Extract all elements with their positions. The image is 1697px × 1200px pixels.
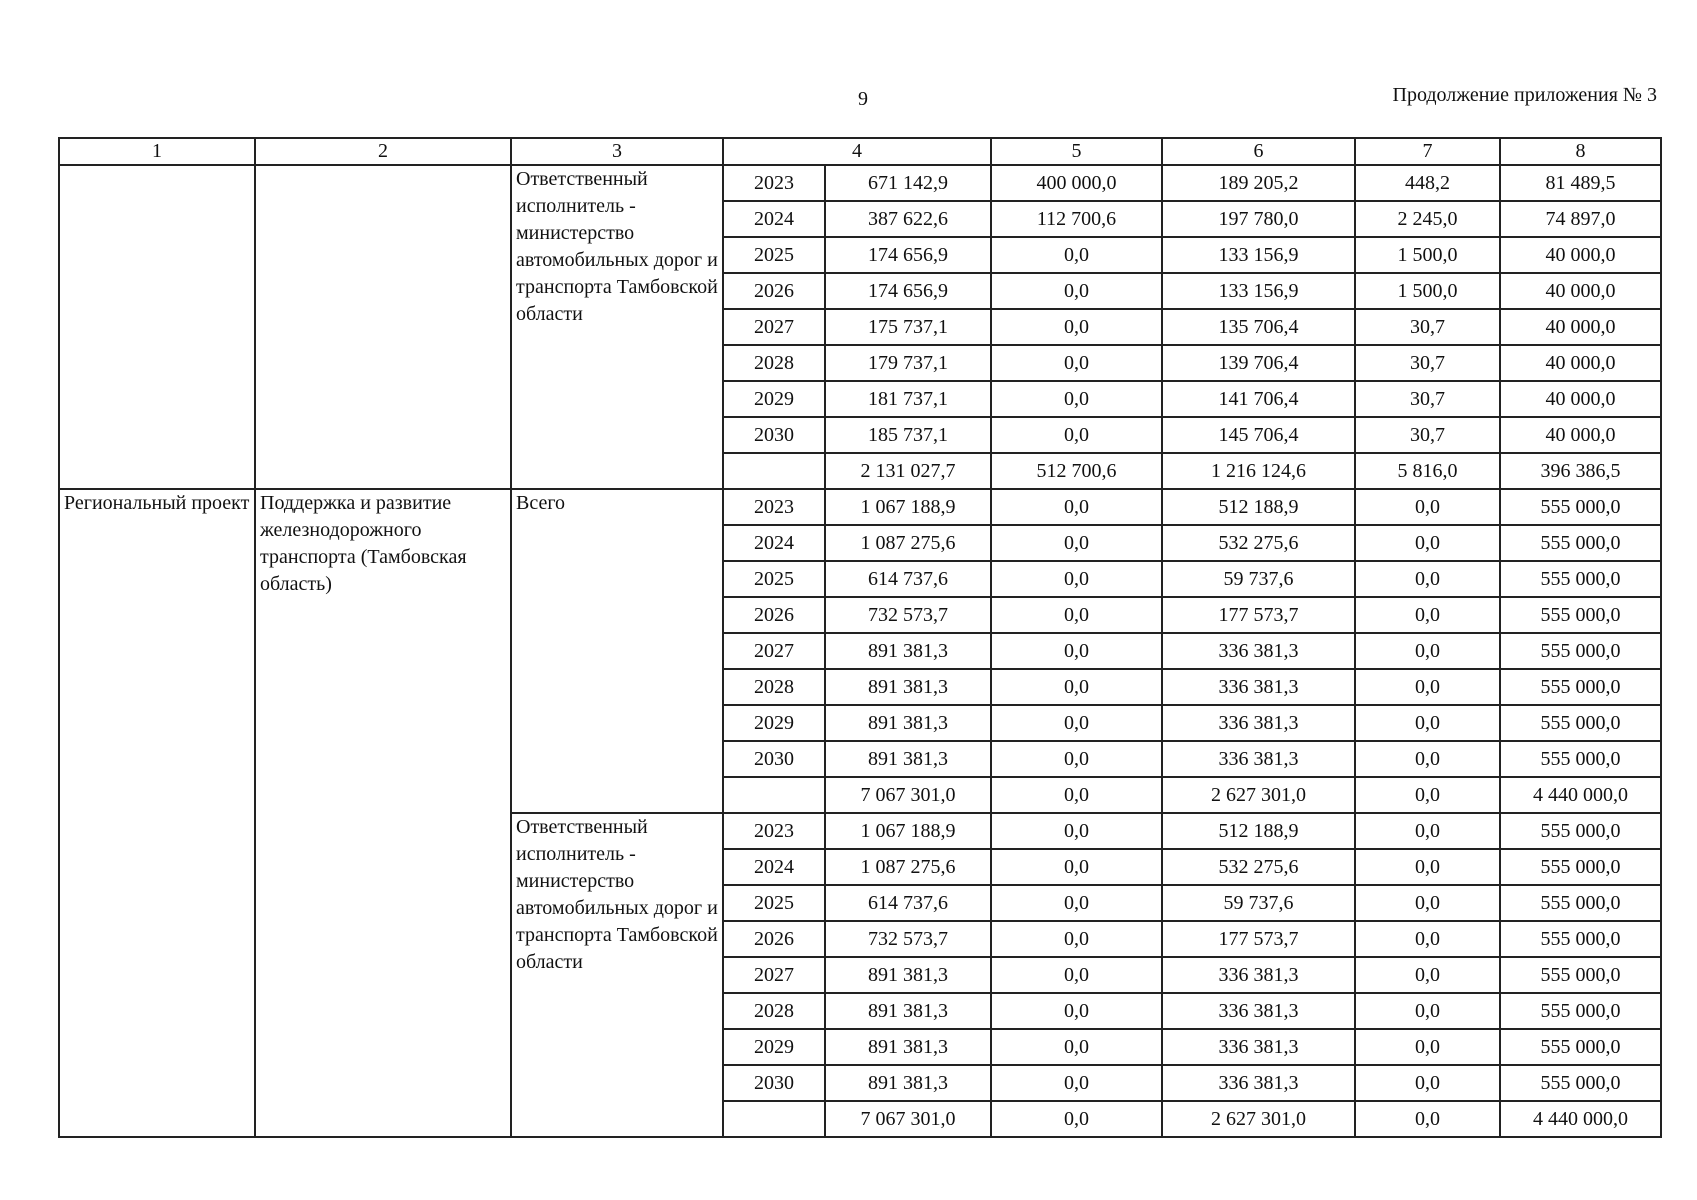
amount-cell: 40 000,0 — [1500, 417, 1661, 453]
amount-cell: 197 780,0 — [1162, 201, 1355, 237]
amount-cell: 145 706,4 — [1162, 417, 1355, 453]
amount-cell: 1 500,0 — [1355, 273, 1500, 309]
year-cell: 2030 — [723, 417, 825, 453]
amount-cell: 732 573,7 — [825, 921, 991, 957]
amount-cell: 0,0 — [991, 1101, 1162, 1137]
amount-cell: 0,0 — [1355, 957, 1500, 993]
amount-cell: 30,7 — [1355, 345, 1500, 381]
amount-cell: 555 000,0 — [1500, 633, 1661, 669]
amount-cell: 74 897,0 — [1500, 201, 1661, 237]
amount-cell: 174 656,9 — [825, 273, 991, 309]
amount-cell: 0,0 — [991, 813, 1162, 849]
year-cell: 2026 — [723, 597, 825, 633]
header-col-3: 3 — [511, 138, 723, 165]
amount-cell: 112 700,6 — [991, 201, 1162, 237]
amount-cell: 0,0 — [1355, 777, 1500, 813]
amount-cell: 0,0 — [1355, 525, 1500, 561]
amount-cell: 0,0 — [991, 525, 1162, 561]
year-cell: 2029 — [723, 381, 825, 417]
amount-cell: 0,0 — [991, 669, 1162, 705]
amount-cell: 0,0 — [991, 417, 1162, 453]
amount-cell: 387 622,6 — [825, 201, 991, 237]
amount-cell: 2 131 027,7 — [825, 453, 991, 489]
amount-cell: 0,0 — [991, 345, 1162, 381]
amount-cell: 0,0 — [991, 993, 1162, 1029]
executor-cell: Всего — [511, 489, 723, 813]
amount-cell: 175 737,1 — [825, 309, 991, 345]
amount-cell: 0,0 — [1355, 1065, 1500, 1101]
amount-cell: 512 700,6 — [991, 453, 1162, 489]
amount-cell: 0,0 — [1355, 885, 1500, 921]
amount-cell: 555 000,0 — [1500, 849, 1661, 885]
amount-cell: 336 381,3 — [1162, 741, 1355, 777]
amount-cell: 555 000,0 — [1500, 489, 1661, 525]
year-cell: 2029 — [723, 1029, 825, 1065]
amount-cell: 1 087 275,6 — [825, 525, 991, 561]
year-cell — [723, 1101, 825, 1137]
amount-cell: 400 000,0 — [991, 165, 1162, 201]
amount-cell: 336 381,3 — [1162, 993, 1355, 1029]
year-cell: 2025 — [723, 237, 825, 273]
year-cell: 2028 — [723, 345, 825, 381]
amount-cell: 40 000,0 — [1500, 381, 1661, 417]
amount-cell: 0,0 — [1355, 921, 1500, 957]
amount-cell: 174 656,9 — [825, 237, 991, 273]
amount-cell: 0,0 — [991, 705, 1162, 741]
amount-cell: 396 386,5 — [1500, 453, 1661, 489]
amount-cell: 891 381,3 — [825, 705, 991, 741]
year-cell: 2028 — [723, 993, 825, 1029]
amount-cell: 0,0 — [991, 489, 1162, 525]
name-cell: Поддержка и развитие железнодорожного транспорта (Тамбовская область) — [255, 489, 511, 1137]
amount-cell: 40 000,0 — [1500, 345, 1661, 381]
amount-cell: 1 500,0 — [1355, 237, 1500, 273]
year-cell — [723, 453, 825, 489]
amount-cell: 177 573,7 — [1162, 597, 1355, 633]
amount-cell: 0,0 — [991, 309, 1162, 345]
amount-cell: 0,0 — [1355, 813, 1500, 849]
amount-cell: 0,0 — [1355, 633, 1500, 669]
amount-cell: 0,0 — [1355, 705, 1500, 741]
amount-cell: 0,0 — [991, 921, 1162, 957]
amount-cell: 0,0 — [1355, 561, 1500, 597]
amount-cell: 891 381,3 — [825, 1029, 991, 1065]
amount-cell: 614 737,6 — [825, 561, 991, 597]
header-col-8: 8 — [1500, 138, 1661, 165]
page-number: 9 — [858, 88, 868, 110]
year-cell: 2030 — [723, 1065, 825, 1101]
year-cell: 2027 — [723, 957, 825, 993]
amount-cell: 59 737,6 — [1162, 885, 1355, 921]
amount-cell: 512 188,9 — [1162, 489, 1355, 525]
amount-cell: 1 067 188,9 — [825, 489, 991, 525]
executor-cell: Ответственный исполнитель - министерство автомобильных дорог и транспорта Тамбовской области — [511, 813, 723, 1137]
amount-cell: 0,0 — [1355, 669, 1500, 705]
amount-cell: 5 816,0 — [1355, 453, 1500, 489]
amount-cell: 1 087 275,6 — [825, 849, 991, 885]
amount-cell: 0,0 — [991, 597, 1162, 633]
table-row — [59, 489, 1661, 525]
amount-cell: 30,7 — [1355, 417, 1500, 453]
amount-cell: 133 156,9 — [1162, 273, 1355, 309]
amount-cell: 4 440 000,0 — [1500, 1101, 1661, 1137]
amount-cell: 0,0 — [991, 561, 1162, 597]
amount-cell: 0,0 — [1355, 993, 1500, 1029]
amount-cell: 0,0 — [991, 777, 1162, 813]
amount-cell: 2 627 301,0 — [1162, 1101, 1355, 1137]
year-cell: 2025 — [723, 885, 825, 921]
amount-cell: 891 381,3 — [825, 993, 991, 1029]
amount-cell: 181 737,1 — [825, 381, 991, 417]
year-cell: 2026 — [723, 921, 825, 957]
amount-cell: 40 000,0 — [1500, 273, 1661, 309]
header-row — [59, 138, 1661, 165]
header-col-2: 2 — [255, 138, 511, 165]
page-caption: Продолжение приложения № 3 — [1392, 84, 1657, 106]
amount-cell: 7 067 301,0 — [825, 1101, 991, 1137]
amount-cell: 555 000,0 — [1500, 597, 1661, 633]
amount-cell: 0,0 — [991, 849, 1162, 885]
amount-cell: 555 000,0 — [1500, 705, 1661, 741]
amount-cell: 891 381,3 — [825, 633, 991, 669]
amount-cell: 336 381,3 — [1162, 705, 1355, 741]
amount-cell: 2 245,0 — [1355, 201, 1500, 237]
amount-cell: 141 706,4 — [1162, 381, 1355, 417]
amount-cell: 179 737,1 — [825, 345, 991, 381]
amount-cell: 512 188,9 — [1162, 813, 1355, 849]
amount-cell: 7 067 301,0 — [825, 777, 991, 813]
amount-cell: 0,0 — [1355, 489, 1500, 525]
category-cell — [59, 165, 255, 489]
amount-cell: 0,0 — [1355, 849, 1500, 885]
amount-cell: 133 156,9 — [1162, 237, 1355, 273]
amount-cell: 555 000,0 — [1500, 1029, 1661, 1065]
amount-cell: 891 381,3 — [825, 1065, 991, 1101]
name-cell — [255, 165, 511, 489]
amount-cell: 555 000,0 — [1500, 1065, 1661, 1101]
amount-cell: 4 440 000,0 — [1500, 777, 1661, 813]
amount-cell: 1 067 188,9 — [825, 813, 991, 849]
amount-cell: 59 737,6 — [1162, 561, 1355, 597]
amount-cell: 532 275,6 — [1162, 525, 1355, 561]
amount-cell: 891 381,3 — [825, 669, 991, 705]
amount-cell: 139 706,4 — [1162, 345, 1355, 381]
amount-cell: 891 381,3 — [825, 957, 991, 993]
amount-cell: 336 381,3 — [1162, 669, 1355, 705]
amount-cell: 0,0 — [991, 741, 1162, 777]
amount-cell: 532 275,6 — [1162, 849, 1355, 885]
year-cell: 2029 — [723, 705, 825, 741]
amount-cell: 40 000,0 — [1500, 237, 1661, 273]
amount-cell: 555 000,0 — [1500, 993, 1661, 1029]
amount-cell: 555 000,0 — [1500, 561, 1661, 597]
year-cell — [723, 777, 825, 813]
header-col-1: 1 — [59, 138, 255, 165]
amount-cell: 40 000,0 — [1500, 309, 1661, 345]
amount-cell: 0,0 — [1355, 741, 1500, 777]
amount-cell: 614 737,6 — [825, 885, 991, 921]
amount-cell: 0,0 — [991, 885, 1162, 921]
year-cell: 2023 — [723, 165, 825, 201]
year-cell: 2028 — [723, 669, 825, 705]
amount-cell: 0,0 — [991, 1065, 1162, 1101]
amount-cell: 0,0 — [991, 273, 1162, 309]
year-cell: 2023 — [723, 813, 825, 849]
amount-cell: 336 381,3 — [1162, 957, 1355, 993]
amount-cell: 732 573,7 — [825, 597, 991, 633]
amount-cell: 177 573,7 — [1162, 921, 1355, 957]
amount-cell: 0,0 — [1355, 1029, 1500, 1065]
year-cell: 2030 — [723, 741, 825, 777]
amount-cell: 0,0 — [991, 237, 1162, 273]
header-col-6: 6 — [1162, 138, 1355, 165]
amount-cell: 891 381,3 — [825, 741, 991, 777]
year-cell: 2027 — [723, 309, 825, 345]
amount-cell: 555 000,0 — [1500, 669, 1661, 705]
amount-cell: 0,0 — [1355, 1101, 1500, 1137]
amount-cell: 2 627 301,0 — [1162, 777, 1355, 813]
amount-cell: 0,0 — [991, 633, 1162, 669]
table-row — [59, 165, 1661, 201]
amount-cell: 1 216 124,6 — [1162, 453, 1355, 489]
amount-cell: 189 205,2 — [1162, 165, 1355, 201]
year-cell: 2025 — [723, 561, 825, 597]
header-col-4: 4 — [723, 138, 991, 165]
table-body — [59, 165, 1661, 1137]
amount-cell: 0,0 — [991, 957, 1162, 993]
amount-cell: 0,0 — [991, 381, 1162, 417]
amount-cell: 336 381,3 — [1162, 1029, 1355, 1065]
amount-cell: 135 706,4 — [1162, 309, 1355, 345]
amount-cell: 555 000,0 — [1500, 957, 1661, 993]
amount-cell: 30,7 — [1355, 309, 1500, 345]
amount-cell: 555 000,0 — [1500, 525, 1661, 561]
amount-cell: 336 381,3 — [1162, 633, 1355, 669]
header-col-7: 7 — [1355, 138, 1500, 165]
year-cell: 2024 — [723, 525, 825, 561]
amount-cell: 555 000,0 — [1500, 741, 1661, 777]
amount-cell: 30,7 — [1355, 381, 1500, 417]
header-col-5: 5 — [991, 138, 1162, 165]
executor-cell: Ответственный исполнитель - министерство автомобильных дорог и транспорта Тамбовской области — [511, 165, 723, 489]
amount-cell: 185 737,1 — [825, 417, 991, 453]
amount-cell: 555 000,0 — [1500, 885, 1661, 921]
amount-cell: 671 142,9 — [825, 165, 991, 201]
amount-cell: 0,0 — [1355, 597, 1500, 633]
amount-cell: 448,2 — [1355, 165, 1500, 201]
year-cell: 2024 — [723, 849, 825, 885]
amount-cell: 555 000,0 — [1500, 813, 1661, 849]
year-cell: 2027 — [723, 633, 825, 669]
budget-table — [58, 137, 1662, 1138]
year-cell: 2026 — [723, 273, 825, 309]
amount-cell: 81 489,5 — [1500, 165, 1661, 201]
amount-cell: 336 381,3 — [1162, 1065, 1355, 1101]
amount-cell: 555 000,0 — [1500, 921, 1661, 957]
year-cell: 2024 — [723, 201, 825, 237]
category-cell: Региональный проект — [59, 489, 255, 1137]
year-cell: 2023 — [723, 489, 825, 525]
amount-cell: 0,0 — [991, 1029, 1162, 1065]
